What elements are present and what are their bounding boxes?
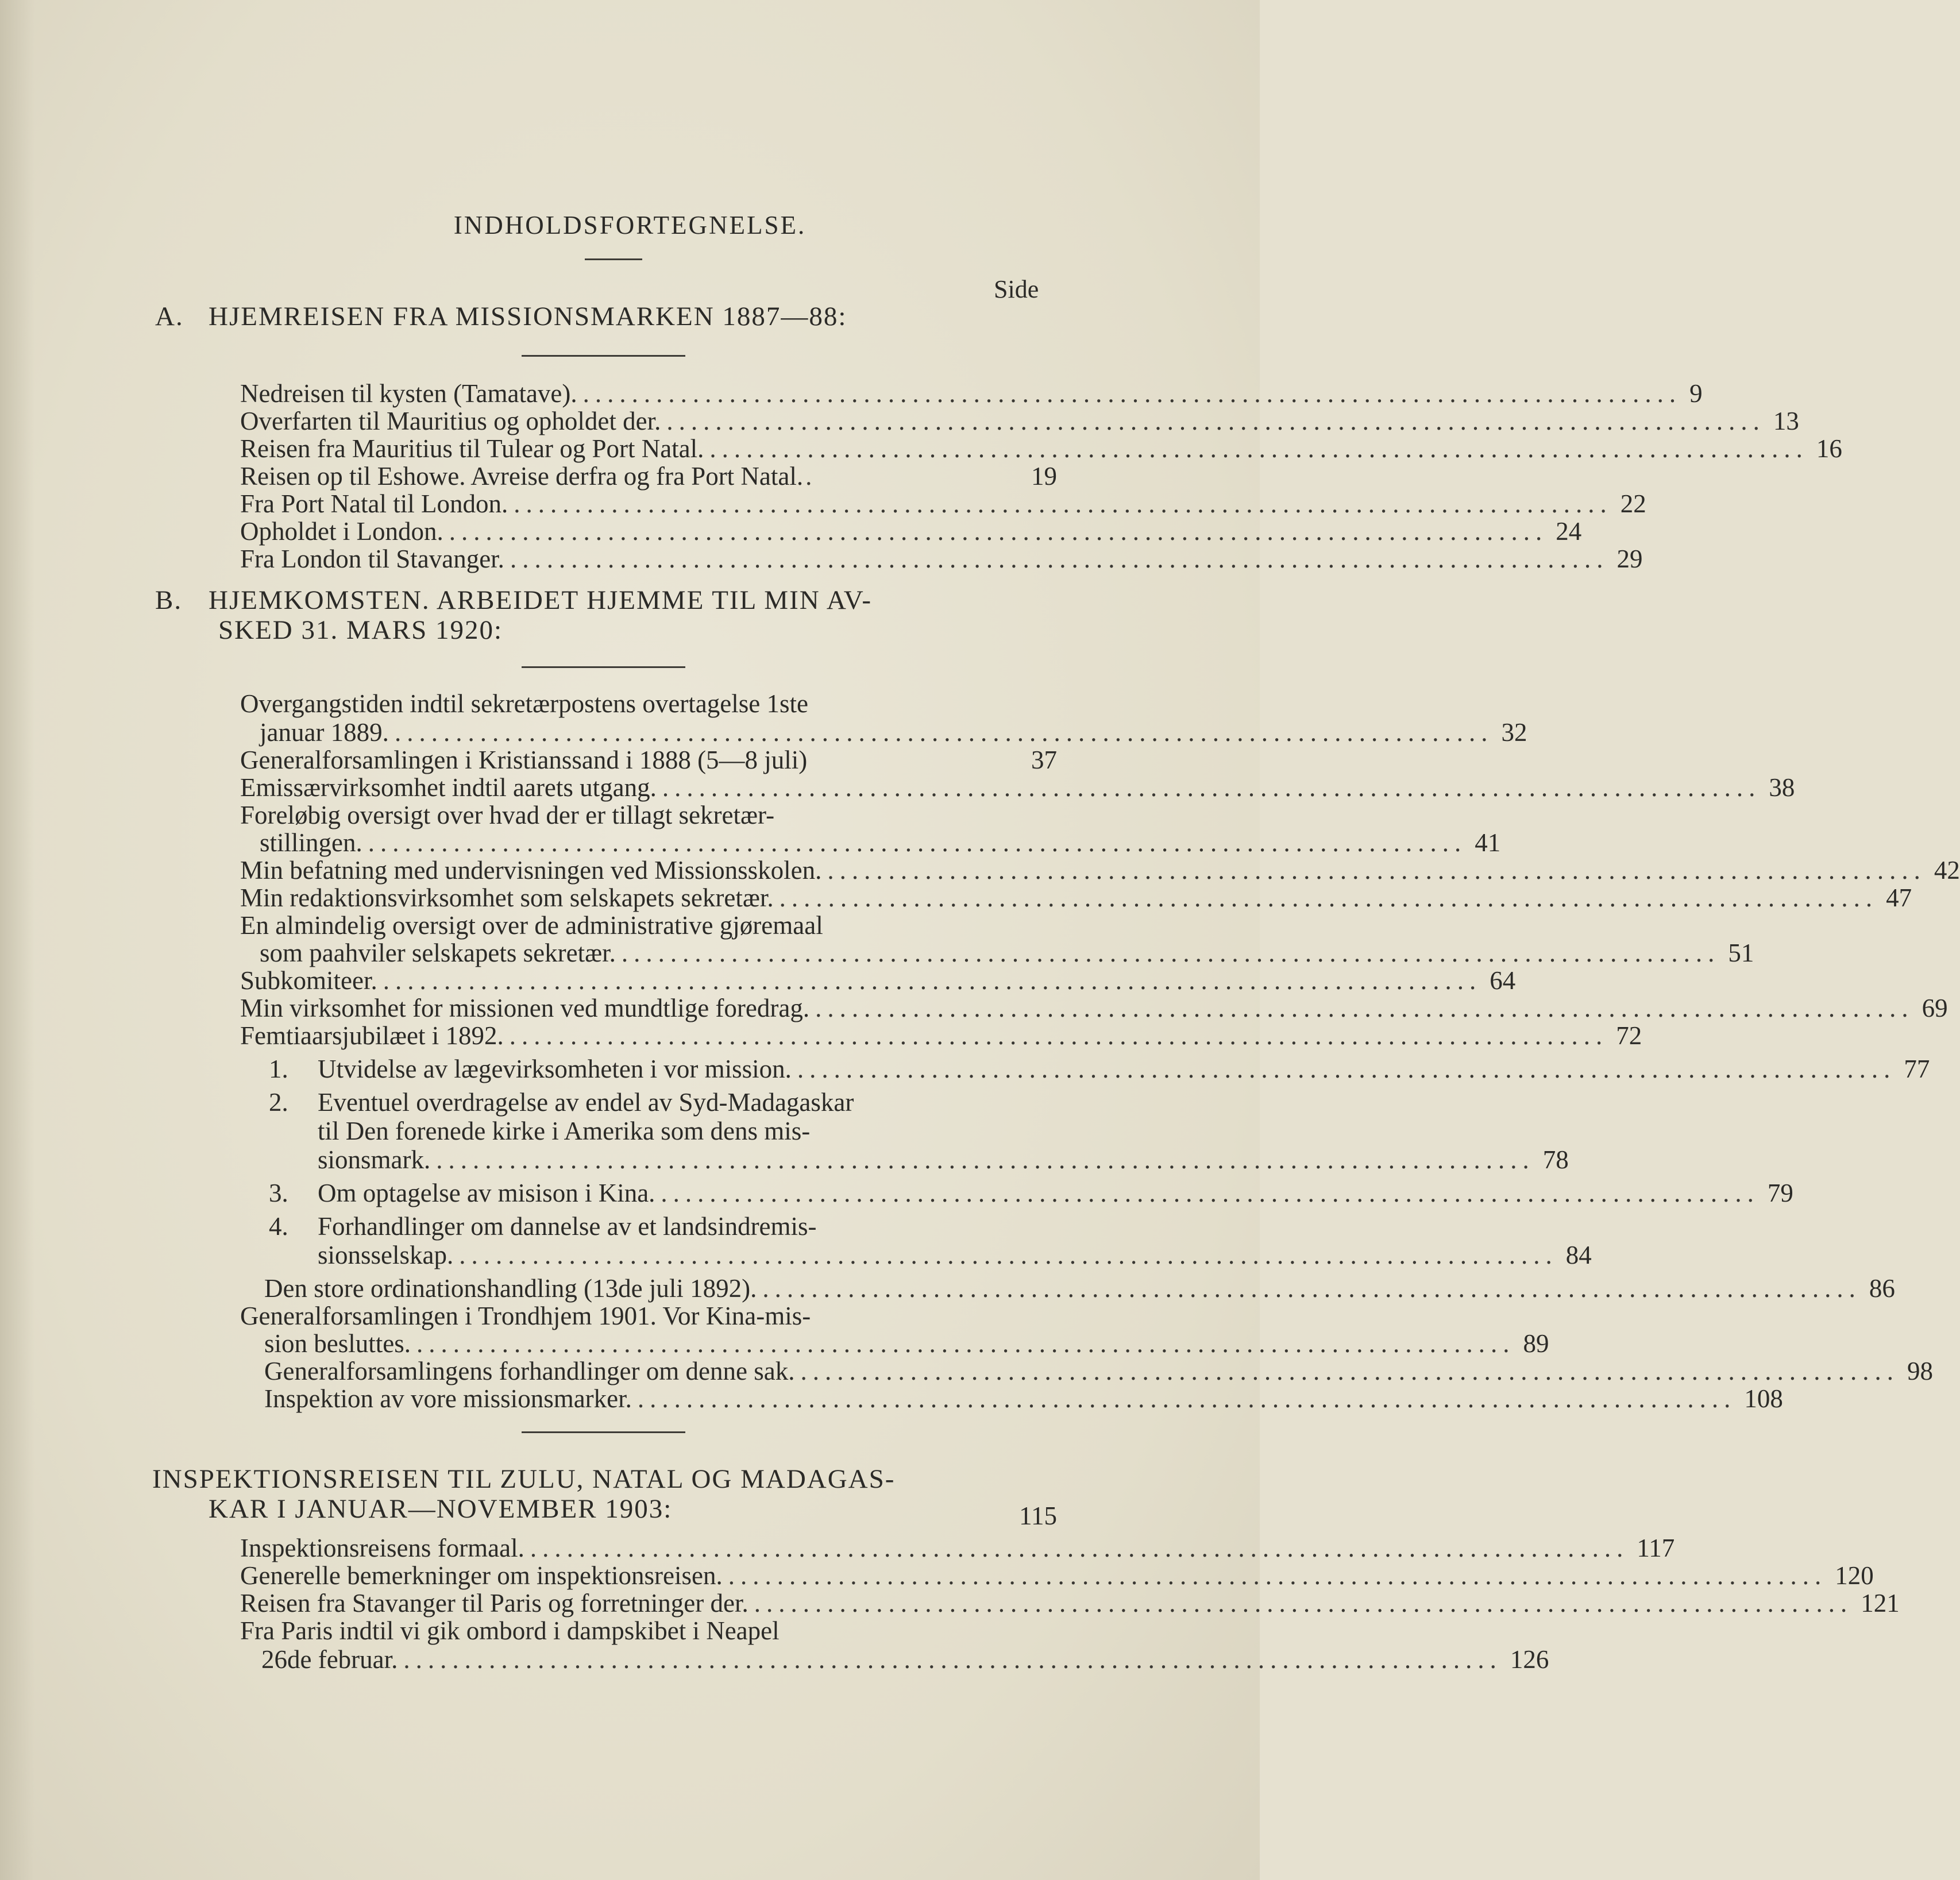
entry-title: Fra Port Natal til London. xyxy=(240,489,508,518)
entry-title: Den store ordinationshandling (13de juli 1892). xyxy=(264,1274,757,1303)
leader-dots: .......................................................................................... xyxy=(459,1241,1558,1269)
entry-title: Min befatning med undervisningen ved Missionsskolen. xyxy=(240,856,822,885)
page-edge-shadow xyxy=(0,0,34,1880)
entry-title: Generelle bemerkninger om inspektionsreisen. xyxy=(240,1561,723,1590)
entry-page: 89 xyxy=(1523,1329,1549,1358)
toc-entry[interactable] xyxy=(240,746,1057,774)
toc-entry[interactable] xyxy=(240,517,1582,546)
entry-page: 69 xyxy=(1922,994,1948,1022)
leader-dots: .......................................................................................... xyxy=(510,545,1609,573)
leader-dots: .......................................................................................... xyxy=(754,1589,1853,1618)
entry-title: 26de februar. xyxy=(261,1645,398,1674)
entry-title-line1: Forhandlinger om dannelse av et landsindremis- xyxy=(318,1212,817,1241)
leader-dots: .......................................................................................... xyxy=(449,517,1548,546)
leader-dots: .......................................................................................... xyxy=(416,1329,1515,1358)
section-b-letter: B. xyxy=(155,585,183,615)
entry-title: Fra London til Stavanger. xyxy=(240,545,504,573)
leader-dots: .......................................................................................... xyxy=(383,966,1482,995)
toc-entry[interactable] xyxy=(240,1021,1642,1050)
entry-title: Min virksomhet for missionen ved mundtlige foredrag. xyxy=(240,994,810,1022)
entry-title: Nedreisen til kysten (Tamatave). xyxy=(240,379,577,408)
toc-sub-entry[interactable] xyxy=(318,1179,1793,1207)
entry-title: stillingen. xyxy=(260,828,362,857)
entry-page: 77 xyxy=(1904,1055,1930,1083)
entry-page: 38 xyxy=(1769,773,1795,802)
leader-dots: .......................................................................................... xyxy=(509,1021,1608,1050)
entry-title: Opholdet i London. xyxy=(240,517,443,546)
sub-entry-number: 4. xyxy=(269,1212,288,1241)
entry-title: Overfarten til Mauritius og opholdet der. xyxy=(240,407,661,435)
leader-dots: .......................................................................................... xyxy=(394,718,1494,747)
leader-dots: .......................................................................................... xyxy=(368,828,1467,857)
section-a-letter: A. xyxy=(155,302,184,331)
leader-dots: .......................................................................................... xyxy=(582,379,1682,408)
entry-page: 64 xyxy=(1490,966,1516,995)
sub-entry-number: 1. xyxy=(269,1055,288,1083)
leader-dots: .......................................................................................... xyxy=(666,407,1765,435)
toc-sub-entry[interactable] xyxy=(318,1241,1592,1269)
entry-title: Subkomiteer. xyxy=(240,966,377,995)
section-a-title: HJEMREISEN FRA MISSIONSMARKEN 1887—88: xyxy=(209,302,847,331)
entry-title-line1: Generalforsamlingen i Trondhjem 1901. Vor Kina-mis- xyxy=(240,1302,811,1330)
entry-title: Reisen fra Stavanger til Paris og forretninger der. xyxy=(240,1589,748,1618)
toc-entry[interactable] xyxy=(264,1357,1933,1385)
entry-title-line1: Eventuel overdragelse av endel av Syd-Madagaskar xyxy=(318,1088,854,1117)
entry-page: 121 xyxy=(1861,1589,1900,1618)
leader-dots: .......................................................................................... xyxy=(662,773,1761,802)
entry-page: 72 xyxy=(1616,1021,1642,1050)
toc-entry[interactable] xyxy=(240,883,1912,912)
entry-title: sionsmark. xyxy=(318,1145,431,1174)
leader-dots: .......................................................................................... xyxy=(762,1274,1861,1303)
toc-entry[interactable] xyxy=(264,1274,1895,1303)
leader-dots: .......................................................................................... xyxy=(403,1645,1502,1674)
leader-dots: .......................................................................................... xyxy=(530,1534,1629,1562)
entry-title-line1: En almindelig oversigt over de administrative gjøremaal xyxy=(240,911,823,940)
entry-page: 86 xyxy=(1869,1274,1895,1303)
entry-title: Reisen fra Mauritius til Tulear og Port Natal. xyxy=(240,434,704,463)
toc-entry[interactable] xyxy=(240,489,1646,518)
entry-page: 47 xyxy=(1886,883,1912,912)
leader-dots: .......................................................................................... xyxy=(827,856,1926,885)
entry-page: 120 xyxy=(1835,1561,1874,1590)
toc-entry[interactable] xyxy=(264,1384,1783,1413)
page-title: INDHOLDSFORTEGNELSE. xyxy=(453,211,807,240)
toc-sub-entry[interactable] xyxy=(318,1145,1569,1174)
leader-dots: .......................................................................................... xyxy=(514,489,1612,518)
toc-entry[interactable] xyxy=(240,1534,1675,1562)
leader-dots: .......................................................................................... xyxy=(815,994,1914,1022)
entry-title-line1: Overgangstiden indtil sekretærpostens overtagelse 1ste xyxy=(240,689,808,718)
toc-entry[interactable] xyxy=(240,545,1643,573)
sub-entry-number: 2. xyxy=(269,1088,288,1117)
toc-entry[interactable] xyxy=(240,773,1795,802)
toc-entry[interactable] xyxy=(240,462,1057,491)
toc-entry[interactable] xyxy=(240,1589,1900,1618)
entry-title-line2: til Den forenede kirke i Amerika som dens mis- xyxy=(318,1117,811,1145)
entry-page: 41 xyxy=(1475,828,1501,857)
entry-title: Inspektion av vore missionsmarker. xyxy=(264,1384,632,1413)
entry-page: 79 xyxy=(1767,1179,1793,1207)
section-c-title-line1: INSPEKTIONSREISEN TIL ZULU, NATAL OG MADAGAS- xyxy=(152,1464,896,1494)
entry-page: 22 xyxy=(1620,489,1646,518)
entry-page: 9 xyxy=(1689,379,1703,408)
entry-title: januar 1889. xyxy=(260,718,389,747)
sub-entry-number: 3. xyxy=(269,1179,288,1207)
leader-dots: . xyxy=(805,462,818,491)
leader-dots: .......................................................................................... xyxy=(621,939,1720,967)
toc-entry[interactable] xyxy=(240,994,1948,1022)
entry-page: 108 xyxy=(1744,1384,1783,1413)
entry-page: 19 xyxy=(1031,462,1057,491)
entry-title: Femtiaarsjubilæet i 1892. xyxy=(240,1021,504,1050)
entry-page: 24 xyxy=(1556,517,1582,546)
side-column-label: Side xyxy=(994,275,1039,303)
entry-title: sionsselskap. xyxy=(318,1241,454,1269)
toc-sub-entry[interactable] xyxy=(318,1055,1930,1083)
entry-page: 126 xyxy=(1510,1645,1549,1674)
toc-entry[interactable] xyxy=(264,1329,1549,1358)
entry-page: 84 xyxy=(1565,1241,1592,1269)
section-b-rule xyxy=(522,666,685,668)
toc-entry[interactable] xyxy=(240,856,1960,885)
toc-entry[interactable] xyxy=(240,1561,1874,1590)
toc-entry[interactable] xyxy=(260,828,1501,857)
entry-page: 16 xyxy=(1816,434,1842,463)
entry-title: Generalforsamlingens forhandlinger om denne sak. xyxy=(264,1357,795,1385)
entry-title: Reisen op til Eshowe. Avreise derfra og fra Port Natal. xyxy=(240,462,804,491)
leader-dots: .......................................................................................... xyxy=(728,1561,1827,1590)
section-c-rule xyxy=(522,1431,685,1433)
leader-dots: .......................................................................................... xyxy=(637,1384,1737,1413)
title-rule xyxy=(585,258,642,260)
leader-dots: .......................................................................................... xyxy=(800,1357,1899,1385)
entry-page: 29 xyxy=(1616,545,1643,573)
section-c-page: 115 xyxy=(1019,1501,1057,1530)
entry-page: 37 xyxy=(1031,746,1057,774)
toc-entry[interactable] xyxy=(240,407,1799,435)
section-a-rule xyxy=(522,355,685,357)
entry-page: 32 xyxy=(1501,718,1527,747)
section-c-title-line2: KAR I JANUAR—NOVEMBER 1903: xyxy=(209,1494,673,1524)
entry-title-line1: Foreløbig oversigt over hvad der er tillagt sekretær- xyxy=(240,801,775,829)
entry-title: sion besluttes. xyxy=(264,1329,411,1358)
toc-entry[interactable] xyxy=(260,718,1527,747)
entry-title: som paahviler selskapets sekretær. xyxy=(260,939,616,967)
leader-dots: .......................................................................................... xyxy=(661,1179,1760,1207)
entry-title: Emissærvirksomhet indtil aarets utgang. xyxy=(240,773,657,802)
section-b-title-line1: HJEMKOMSTEN. ARBEIDET HJEMME TIL MIN AV- xyxy=(209,585,872,615)
toc-entry[interactable] xyxy=(240,434,1842,463)
entry-page: 117 xyxy=(1637,1534,1675,1562)
leader-dots: .......................................................................................... xyxy=(779,883,1878,912)
toc-entry[interactable] xyxy=(240,966,1516,995)
toc-entry[interactable] xyxy=(260,939,1754,967)
entry-page: 98 xyxy=(1907,1357,1933,1385)
leader-dots: .......................................................................................... xyxy=(797,1055,1896,1083)
entry-title: Min redaktionsvirksomhet som selskapets sekretær. xyxy=(240,883,774,912)
entry-page: 78 xyxy=(1542,1145,1569,1174)
entry-title: Inspektionsreisens formaal. xyxy=(240,1534,524,1562)
entry-title: Om optagelse av misison i Kina. xyxy=(318,1179,655,1207)
entry-title-line1: Fra Paris indtil vi gik ombord i dampskibet i Neapel xyxy=(240,1616,780,1645)
entry-page: 51 xyxy=(1728,939,1754,967)
entry-title: Utvidelse av lægevirksomheten i vor mission. xyxy=(318,1055,792,1083)
leader-dots: .......................................................................................... xyxy=(709,434,1808,463)
leader-dots: .......................................................................................... xyxy=(436,1145,1535,1174)
entry-page: 13 xyxy=(1773,407,1799,435)
entry-page: 42 xyxy=(1934,856,1960,885)
section-b-title-line2: SKED 31. MARS 1920: xyxy=(218,615,503,645)
toc-entry[interactable] xyxy=(240,379,1703,408)
entry-title: Generalforsamlingen i Kristianssand i 1888 (5—8 juli) xyxy=(240,746,808,774)
toc-entry[interactable] xyxy=(261,1645,1549,1674)
